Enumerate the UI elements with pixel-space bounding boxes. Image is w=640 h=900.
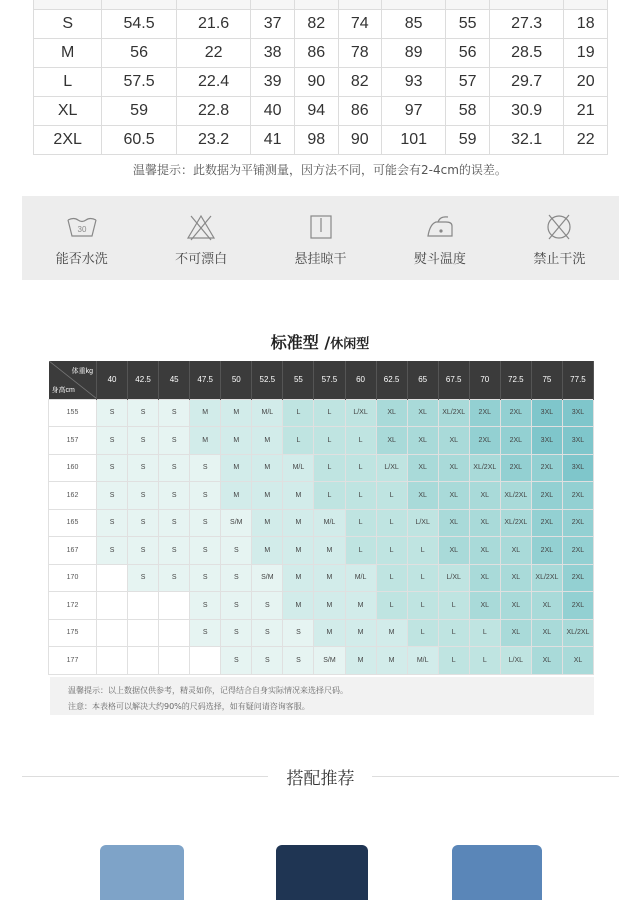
size-cell: L <box>314 482 345 510</box>
table-cell: 94 <box>294 97 338 126</box>
size-cell: S <box>159 482 190 510</box>
size-cell: XL <box>469 537 500 565</box>
size-cell: M <box>314 564 345 592</box>
size-cell: L <box>345 537 376 565</box>
weight-header-cell: 50 <box>221 361 252 399</box>
size-cell: L <box>376 592 407 620</box>
table-cell: 56 <box>102 39 177 68</box>
size-cell: M <box>283 537 314 565</box>
size-cell: M <box>376 619 407 647</box>
table-cell: 59 <box>102 97 177 126</box>
height-label-cell: 157 <box>49 427 97 455</box>
table-cell: L <box>34 68 102 97</box>
size-cell: L <box>407 537 438 565</box>
size-cell: 2XL <box>562 537 593 565</box>
embroidered-denim-product[interactable] <box>452 845 542 900</box>
size-cell: L <box>407 619 438 647</box>
size-cell <box>97 564 128 592</box>
chart-corner-cell <box>49 361 97 399</box>
height-row <box>49 482 594 510</box>
size-cell: S <box>97 427 128 455</box>
size-cell: L <box>438 647 469 675</box>
height-label-cell: 167 <box>49 537 97 565</box>
table-cell: 22.4 <box>176 68 251 97</box>
height-row <box>49 454 594 482</box>
size-cell: S/M <box>314 647 345 675</box>
table-cell: 86 <box>294 39 338 68</box>
size-cell: 2XL <box>531 482 562 510</box>
size-cell: S <box>128 399 159 427</box>
size-cell: S <box>190 564 221 592</box>
size-cell: S <box>128 427 159 455</box>
size-cell: S <box>190 482 221 510</box>
size-cell: S <box>159 399 190 427</box>
size-cell: M <box>221 427 252 455</box>
size-cell: XL/2XL <box>531 564 562 592</box>
size-cell: 3XL <box>562 399 593 427</box>
size-cell: XL/2XL <box>500 482 531 510</box>
size-cell: S <box>97 509 128 537</box>
table-row <box>34 126 608 155</box>
size-cell: 2XL <box>469 427 500 455</box>
size-cell: 2XL <box>562 509 593 537</box>
size-cell: L <box>376 564 407 592</box>
size-cell: S <box>221 619 252 647</box>
size-cell: XL <box>500 592 531 620</box>
care-label-wash: 能否水洗 <box>55 252 108 267</box>
size-cell <box>128 619 159 647</box>
hang-dry-icon <box>303 212 339 242</box>
size-cell: XL <box>500 619 531 647</box>
size-cell <box>190 647 221 675</box>
size-cell: XL <box>376 427 407 455</box>
weight-header-cell: 70 <box>469 361 500 399</box>
size-cell: L <box>345 509 376 537</box>
size-cell <box>128 592 159 620</box>
size-cell: XL <box>407 482 438 510</box>
size-cell: S <box>97 454 128 482</box>
size-cell: 2XL <box>562 564 593 592</box>
height-label-cell: 160 <box>49 454 97 482</box>
size-cell: M <box>283 509 314 537</box>
size-cell: 3XL <box>562 427 593 455</box>
table-row <box>34 39 608 68</box>
size-cell: S <box>190 619 221 647</box>
size-cell: XL <box>438 454 469 482</box>
corner-height-label: 身高cm <box>51 386 75 394</box>
size-cell: M <box>314 537 345 565</box>
size-cell: S <box>128 454 159 482</box>
size-cell: S <box>283 619 314 647</box>
size-cell: S/M <box>252 564 283 592</box>
measurement-note: 温馨提示：此数据为平铺测量，因方法不同，可能会有2-4cm的误差。 <box>133 163 507 177</box>
table-cell: 97 <box>382 97 446 126</box>
table-cell: S <box>34 10 102 39</box>
size-cell: XL <box>407 399 438 427</box>
table-cell: 86 <box>338 97 382 126</box>
size-cell: S <box>159 564 190 592</box>
table-cell: 22 <box>176 39 251 68</box>
weight-header-cell: 47.5 <box>190 361 221 399</box>
table-cell: 27.3 <box>489 10 564 39</box>
size-cell: S <box>159 509 190 537</box>
size-cell: S <box>159 537 190 565</box>
size-cell <box>159 647 190 675</box>
size-chart-title-sep: / <box>318 333 331 352</box>
size-cell: M <box>283 592 314 620</box>
weight-header-cell: 77.5 <box>562 361 593 399</box>
height-label-cell: 165 <box>49 509 97 537</box>
size-cell <box>159 592 190 620</box>
table-cell: 32.1 <box>489 126 564 155</box>
size-cell: S <box>190 592 221 620</box>
table-cell: 20 <box>564 68 608 97</box>
size-cell: S <box>252 592 283 620</box>
height-row <box>49 647 594 675</box>
size-cell: XL <box>438 509 469 537</box>
size-cell: XL <box>500 537 531 565</box>
size-cell: M <box>252 454 283 482</box>
table-cell: 93 <box>382 68 446 97</box>
size-cell <box>97 647 128 675</box>
size-cell: S <box>97 537 128 565</box>
table-row <box>34 68 608 97</box>
height-label-cell: 175 <box>49 619 97 647</box>
corner-weight-label: 体重kg <box>71 368 93 375</box>
size-cell: 2XL <box>500 399 531 427</box>
size-cell: S <box>159 454 190 482</box>
height-label-cell: 172 <box>49 592 97 620</box>
no-dry-clean-icon <box>541 212 577 242</box>
size-cell: S <box>128 537 159 565</box>
table-cell: 54.5 <box>102 10 177 39</box>
table-cell: 23.2 <box>176 126 251 155</box>
weight-header-cell: 62.5 <box>376 361 407 399</box>
table-cell: 41 <box>251 126 295 155</box>
size-cell: XL <box>469 482 500 510</box>
weight-header-cell: 42.5 <box>128 361 159 399</box>
height-row <box>49 399 594 427</box>
height-row <box>49 537 594 565</box>
size-cell: L/XL <box>407 509 438 537</box>
size-cell: M <box>345 647 376 675</box>
size-cell: M/L <box>345 564 376 592</box>
size-cell: M <box>283 564 314 592</box>
size-cell: S <box>221 564 252 592</box>
table-cell: 90 <box>294 68 338 97</box>
table-cell: 21 <box>564 97 608 126</box>
care-item-wash <box>22 196 141 280</box>
table-cell: XL <box>34 97 102 126</box>
table-cell: 82 <box>338 68 382 97</box>
table-cell: 38 <box>251 39 295 68</box>
height-label-cell: 162 <box>49 482 97 510</box>
table-cell: 30.9 <box>489 97 564 126</box>
size-cell: S/M <box>221 509 252 537</box>
height-row <box>49 509 594 537</box>
iron-temperature-icon <box>422 212 458 242</box>
size-cell: XL/2XL <box>500 509 531 537</box>
size-cell <box>97 592 128 620</box>
size-cell: L <box>314 399 345 427</box>
table-cell: 39 <box>251 68 295 97</box>
size-cell: M <box>221 482 252 510</box>
size-cell: M <box>252 537 283 565</box>
table-cell: 22 <box>564 126 608 155</box>
size-cell: L <box>314 427 345 455</box>
size-cell: XL <box>531 592 562 620</box>
size-cell: XL <box>438 482 469 510</box>
size-cell: S <box>190 537 221 565</box>
size-cell: L <box>283 427 314 455</box>
size-cell: L/XL <box>345 399 376 427</box>
size-tips-box <box>50 677 594 715</box>
table-cell: 57 <box>446 68 490 97</box>
size-cell: M <box>314 592 345 620</box>
size-cell: 2XL <box>531 454 562 482</box>
height-label-cell: 155 <box>49 399 97 427</box>
table-row <box>34 97 608 126</box>
size-cell: L <box>314 454 345 482</box>
size-cell: S <box>221 537 252 565</box>
height-row <box>49 592 594 620</box>
size-cell: S <box>97 399 128 427</box>
size-cell: XL <box>500 564 531 592</box>
size-cell: M/L <box>407 647 438 675</box>
size-cell: L <box>345 454 376 482</box>
table-cell: 29.7 <box>489 68 564 97</box>
table-header-row-stub <box>34 0 608 10</box>
size-cell: M <box>345 592 376 620</box>
size-cell: M <box>221 454 252 482</box>
weight-header-cell: 57.5 <box>314 361 345 399</box>
size-cell <box>159 619 190 647</box>
table-cell: 21.6 <box>176 10 251 39</box>
size-cell: 2XL <box>562 482 593 510</box>
size-cell: 3XL <box>531 427 562 455</box>
size-cell: XL <box>469 509 500 537</box>
size-cell: XL <box>407 454 438 482</box>
washtub-30-icon <box>64 212 100 242</box>
table-cell: 59 <box>446 126 490 155</box>
size-measurement-table <box>33 0 608 155</box>
table-cell: 56 <box>446 39 490 68</box>
size-cell: XL <box>531 647 562 675</box>
size-cell: M/L <box>314 509 345 537</box>
size-cell: S <box>128 482 159 510</box>
table-cell: 37 <box>251 10 295 39</box>
table-cell: 90 <box>338 126 382 155</box>
size-recommendation-chart <box>48 361 594 675</box>
recommend-title: 搭配推荐 <box>286 769 355 789</box>
size-cell: M <box>252 509 283 537</box>
size-cell: S <box>252 647 283 675</box>
table-cell: 22.8 <box>176 97 251 126</box>
weight-header-cell: 45 <box>159 361 190 399</box>
size-cell: L <box>407 592 438 620</box>
care-label-hang-dry: 悬挂晾干 <box>294 252 347 267</box>
table-cell: 58 <box>446 97 490 126</box>
table-cell: 40 <box>251 97 295 126</box>
care-instructions-panel <box>22 196 619 280</box>
table-cell: 2XL <box>34 126 102 155</box>
size-cell: L <box>376 509 407 537</box>
size-cell: XL <box>438 427 469 455</box>
size-cell: M <box>376 647 407 675</box>
size-cell: XL <box>438 537 469 565</box>
size-cell <box>97 619 128 647</box>
size-cell: L <box>438 592 469 620</box>
size-cell: M/L <box>283 454 314 482</box>
height-label-cell: 170 <box>49 564 97 592</box>
size-cell: L <box>345 427 376 455</box>
size-cell: XL/2XL <box>438 399 469 427</box>
size-cell: XL <box>376 399 407 427</box>
size-cell: XL <box>562 647 593 675</box>
size-tip-reference: 温馨提示：以上数据仅供参考，精灵如你，记得结合自身实际情况来选择尺码。 <box>68 686 348 695</box>
size-cell: S <box>128 564 159 592</box>
size-cell: L/XL <box>500 647 531 675</box>
size-cell: 2XL <box>500 427 531 455</box>
size-chart-title-sub: 休闲型 <box>330 337 370 352</box>
size-cell: S <box>190 509 221 537</box>
size-cell: 2XL <box>531 537 562 565</box>
size-cell: S <box>159 427 190 455</box>
size-cell: S <box>128 509 159 537</box>
size-cell: L <box>438 619 469 647</box>
height-label-cell: 177 <box>49 647 97 675</box>
height-row <box>49 619 594 647</box>
care-item-dry-clean <box>500 196 619 280</box>
size-cell: 2XL <box>500 454 531 482</box>
table-cell: 78 <box>338 39 382 68</box>
size-cell: XL <box>407 427 438 455</box>
table-cell: 60.5 <box>102 126 177 155</box>
table-cell: 57.5 <box>102 68 177 97</box>
care-label-bleach: 不可漂白 <box>175 252 228 267</box>
size-cell: M <box>345 619 376 647</box>
height-row <box>49 427 594 455</box>
light-denim-product[interactable] <box>100 845 184 900</box>
size-cell: 2XL <box>562 592 593 620</box>
size-cell: XL <box>531 619 562 647</box>
size-cell <box>128 647 159 675</box>
table-cell: 19 <box>564 39 608 68</box>
weight-header-cell: 67.5 <box>438 361 469 399</box>
weight-header-cell: 60 <box>345 361 376 399</box>
weight-header-cell: 65 <box>407 361 438 399</box>
size-cell: S <box>221 647 252 675</box>
weight-header-cell: 75 <box>531 361 562 399</box>
size-cell: M <box>283 482 314 510</box>
size-cell: M <box>221 399 252 427</box>
height-row <box>49 564 594 592</box>
table-cell: 18 <box>564 10 608 39</box>
size-cell: M <box>190 427 221 455</box>
size-cell: 3XL <box>531 399 562 427</box>
size-cell: XL/2XL <box>469 454 500 482</box>
size-cell: M/L <box>252 399 283 427</box>
size-cell: S <box>190 454 221 482</box>
table-cell: 98 <box>294 126 338 155</box>
size-cell: L <box>376 537 407 565</box>
care-label-dry-clean: 禁止干洗 <box>533 252 586 267</box>
size-cell: S <box>97 482 128 510</box>
no-bleach-icon <box>183 212 219 242</box>
table-cell: 101 <box>382 126 446 155</box>
size-cell: S <box>283 647 314 675</box>
size-cell: S <box>221 592 252 620</box>
size-cell: M <box>314 619 345 647</box>
care-item-hang-dry <box>261 196 380 280</box>
care-item-iron <box>380 196 499 280</box>
size-cell: S <box>252 619 283 647</box>
weight-header-row <box>49 361 594 399</box>
care-label-iron: 熨斗温度 <box>413 252 466 267</box>
weight-header-cell: 52.5 <box>252 361 283 399</box>
size-cell: L <box>469 647 500 675</box>
size-cell: 2XL <box>531 509 562 537</box>
table-cell: 85 <box>382 10 446 39</box>
size-cell: M <box>190 399 221 427</box>
size-cell: M <box>252 427 283 455</box>
size-cell: XL <box>469 592 500 620</box>
size-cell: L <box>283 399 314 427</box>
table-cell: 55 <box>446 10 490 39</box>
size-cell: 2XL <box>469 399 500 427</box>
svg-text:30: 30 <box>77 225 87 234</box>
size-cell: L <box>376 482 407 510</box>
table-cell: 89 <box>382 39 446 68</box>
table-cell: 74 <box>338 10 382 39</box>
size-cell: XL <box>469 564 500 592</box>
size-cell: L/XL <box>438 564 469 592</box>
care-item-bleach <box>141 196 260 280</box>
table-row <box>34 10 608 39</box>
table-cell: 82 <box>294 10 338 39</box>
size-tip-note: 注意：本表格可以解决大约90%的尺码选择，如有疑问请咨询客服。 <box>68 702 310 711</box>
navy-knit-product[interactable] <box>276 845 368 900</box>
table-cell: 28.5 <box>489 39 564 68</box>
size-cell: L <box>469 619 500 647</box>
size-cell: XL/2XL <box>562 619 593 647</box>
weight-header-cell: 40 <box>97 361 128 399</box>
size-cell: 3XL <box>562 454 593 482</box>
size-cell: M <box>252 482 283 510</box>
size-cell: L/XL <box>376 454 407 482</box>
size-cell: L <box>345 482 376 510</box>
size-cell: L <box>407 564 438 592</box>
table-cell: M <box>34 39 102 68</box>
weight-header-cell: 55 <box>283 361 314 399</box>
weight-header-cell: 72.5 <box>500 361 531 399</box>
size-chart-title <box>0 330 640 353</box>
size-chart-title-main: 标准型 <box>270 333 319 352</box>
